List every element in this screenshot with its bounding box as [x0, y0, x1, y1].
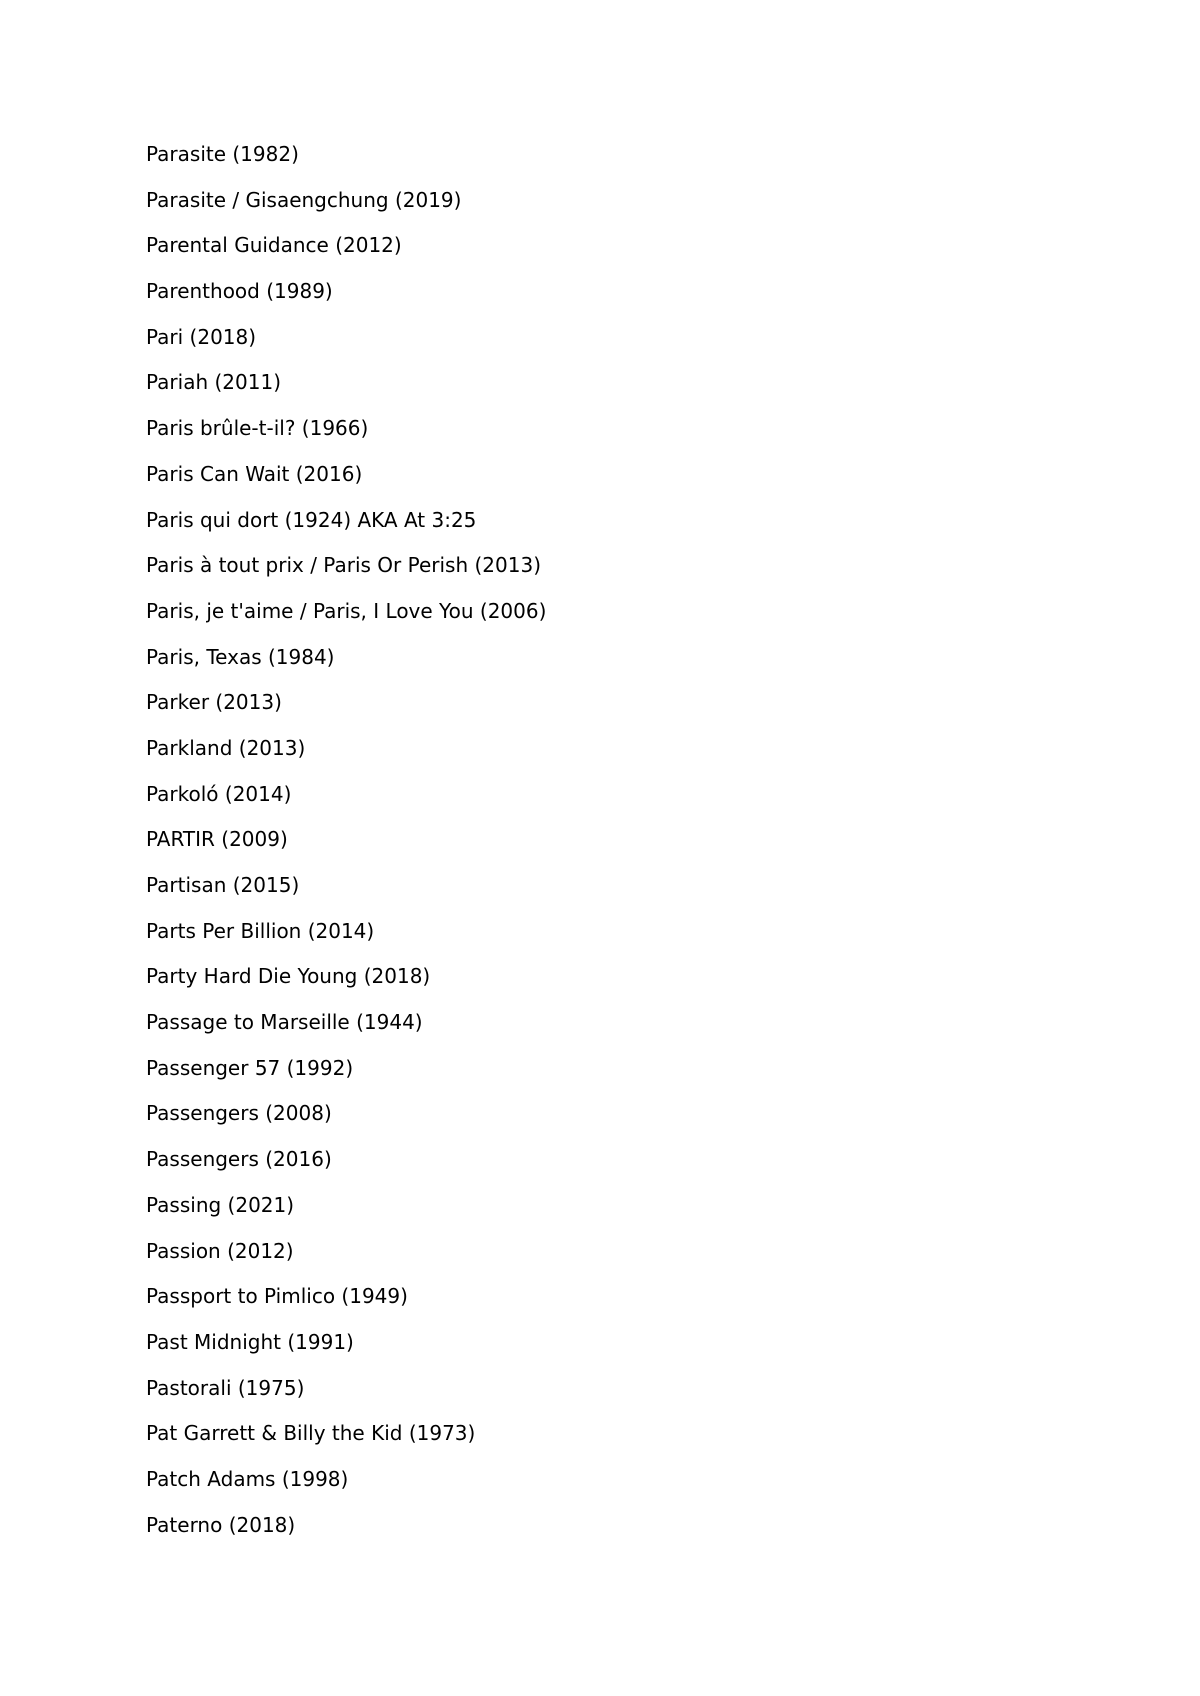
film-title: Partisan (2015) — [146, 873, 300, 897]
film-title: Parasite / Gisaengchung (2019) — [146, 187, 462, 212]
film-title: Paris, Texas (1984) — [146, 644, 335, 669]
film-title: Parker (2013) — [146, 690, 282, 715]
film-title: Parental Guidance (2012) — [146, 233, 402, 258]
film-title: Paterno (2018) — [146, 1512, 296, 1537]
film-title: Party Hard Die Young (2018) — [146, 964, 431, 989]
film-title: Paris, je t'aime / Paris, I Love You (2006) — [146, 598, 547, 623]
film-title: Parasite (1982) — [146, 142, 299, 166]
film-title: Parenthood (1989) — [146, 279, 333, 304]
film-title: Pastorali (1975) — [146, 1375, 305, 1400]
film-title: Passing (2021) — [146, 1192, 295, 1217]
film-title: Pari (2018) — [146, 324, 257, 349]
film-title: Passengers (2008) — [146, 1101, 332, 1126]
film-title: Passengers (2016) — [146, 1147, 332, 1172]
film-title: Paris Can Wait (2016) — [146, 461, 363, 486]
film-title: Pat Garrett & Billy the Kid (1973) — [146, 1421, 476, 1446]
film-title: Parkland (2013) — [146, 735, 306, 760]
film-title: Passport to Pimlico (1949) — [146, 1284, 408, 1309]
film-title: Paris qui dort (1924) AKA At 3:25 — [146, 507, 477, 532]
film-title: Parkoló (2014) — [146, 781, 292, 806]
film-title: PARTIR (2009) — [146, 827, 288, 852]
film-title: Pariah (2011) — [146, 370, 281, 395]
film-title: Passage to Marseille (1944) — [146, 1010, 423, 1035]
film-title: Past Midnight (1991) — [146, 1329, 354, 1354]
film-title: Paris brûle-t-il? (1966) — [146, 416, 369, 441]
film-title: Paris à tout prix / Paris Or Perish (2013) — [146, 553, 541, 578]
film-title: Parts Per Billion (2014) — [146, 918, 375, 943]
film-title: Passenger 57 (1992) — [146, 1055, 354, 1080]
film-list — [146, 142, 546, 1558]
film-title: Passion (2012) — [146, 1238, 294, 1263]
film-title: Patch Adams (1998) — [146, 1466, 349, 1491]
